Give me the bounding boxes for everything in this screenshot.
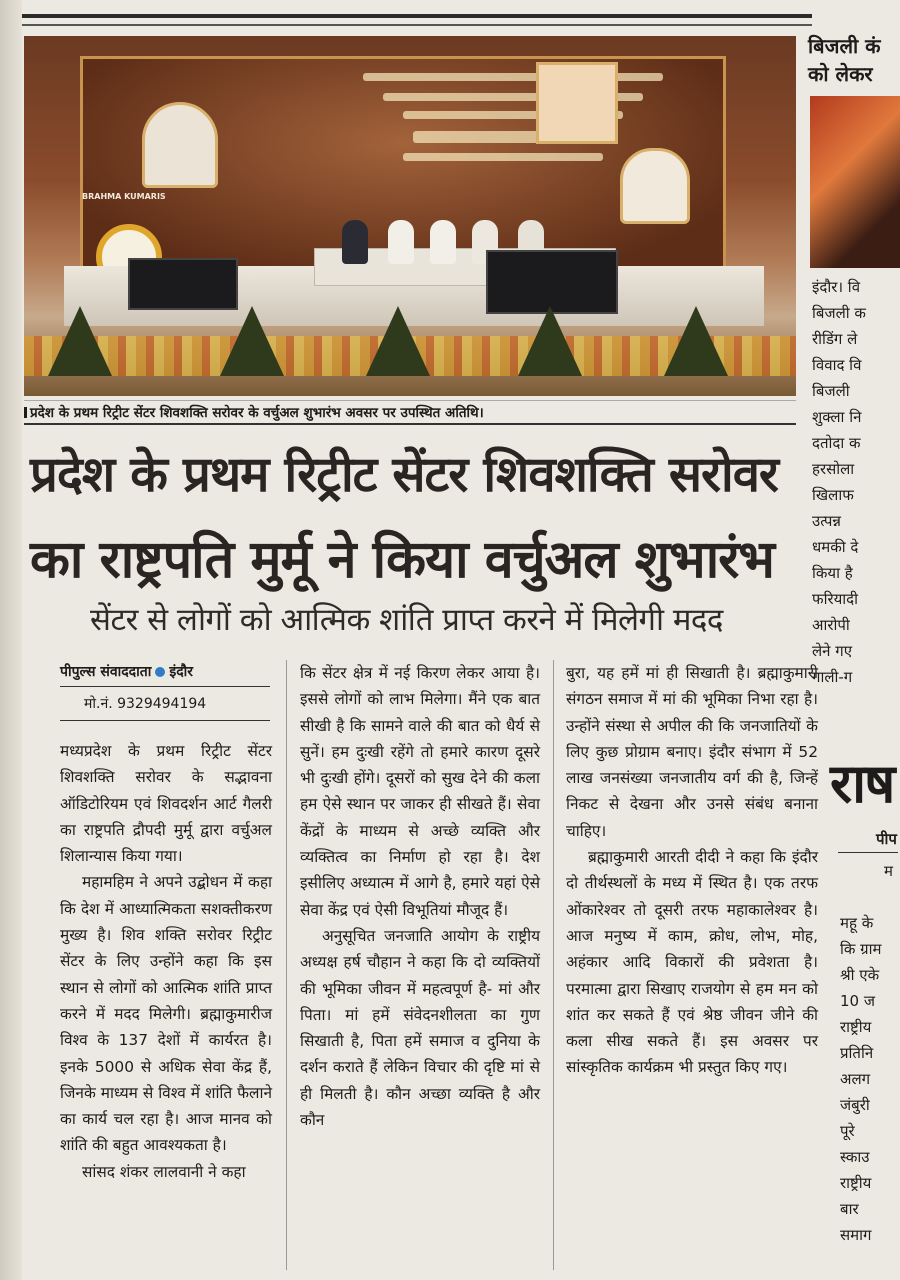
column-divider	[553, 660, 554, 1270]
plant	[48, 306, 112, 376]
speaker-right	[486, 250, 618, 314]
plant	[366, 306, 430, 376]
side-headline-2nd-story: राष	[830, 752, 894, 815]
paragraph: बुरा, यह हमें मां ही सिखाती है। ब्रह्माकुमारी संगठन समाज में मां की भूमिका निभा रहा है। उन्होंने संस्था से अपील की कि जनजातियों के लिए कुछ प्रोग्राम बनाए। इंदौर संभाग में 52 लाख जनसंख्या जनजातीय वर्ग की है, जिन्हें निकट से देखना और उनसे संबंध बनाना चाहिए।	[566, 664, 818, 840]
bullet-icon	[155, 667, 165, 677]
side-photo	[810, 96, 900, 268]
paragraph: मध्यप्रदेश के प्रथम रिट्रीट सेंटर शिवशक्ति सरोवर के सद्भावना ऑडिटोरियम एवं शिवदर्शन आर्ट गैलरी का राष्ट्रपति द्रौपदी मुर्मू द्वारा वर्चुअल शिलान्यास किया गया।	[60, 742, 272, 866]
plant	[518, 306, 582, 376]
headline-line-2: का राष्ट्रपति मुर्मू ने किया वर्चुअल शुभारंभ	[30, 530, 774, 590]
photo-caption: प्रदेश के प्रथम रिट्रीट सेंटर शिवशक्ति सरोवर के वर्चुअल शुभारंभ अवसर पर उपस्थित अतिथि।	[30, 405, 484, 421]
side-text-line: रीडिंग ले	[812, 330, 858, 348]
side-text-line: लेने गए	[812, 642, 853, 660]
speaker-left	[128, 258, 238, 310]
side-text-line: इंदौर। वि	[812, 278, 861, 296]
side-text-line: विवाद वि	[812, 356, 862, 374]
article-column-3	[566, 660, 818, 1081]
divider	[60, 720, 270, 721]
adjacent-story	[800, 26, 897, 1280]
article-column-2	[300, 660, 540, 1133]
side-headline-1: बिजली कं	[808, 34, 881, 58]
headline-line-1: प्रदेश के प्रथम रिट्रीट सेंटर शिवशक्ति सरोवर	[30, 446, 778, 503]
side-text-line: शुक्ला नि	[812, 408, 862, 426]
guest-figure	[430, 220, 456, 264]
byline-reporter: पीपुल्स संवाददाता	[60, 664, 152, 680]
side-text-line: गाली-ग	[812, 668, 853, 686]
paragraph: ब्रह्माकुमारी आरती दीदी ने कहा कि इंदौर दो तीर्थस्थलों के मध्य में स्थित है। एक तरफ ओंकारेश्वर तो दूसरी तरफ महाकालेश्वर है। आज मनुष्य में काम, क्रोध, लोभ, मोह, अहंकार आदि विकारों की प्रवेशता है। परमात्मा द्वारा सिखाए राजयोग से हम मन को शांत कर सकते हैं एवं श्रेष्ठ जीवन जीने की कला सीख सकते हैं। इस अवसर पर सांस्कृतिक कार्यक्रम भी प्रस्तुत किए गए।	[566, 848, 818, 1077]
side-text-line: महू के	[840, 914, 874, 932]
side-text-line: श्री एके	[840, 966, 880, 984]
side-text-line: पूरे	[840, 1122, 855, 1140]
side-text-line: फरियादी	[812, 590, 859, 608]
side-text-line: जंबुरी	[840, 1096, 870, 1114]
side-text-line: आरोपी	[812, 616, 850, 634]
side-text-line: राष्ट्रीय	[840, 1018, 872, 1036]
page-fold-shadow	[0, 0, 22, 1280]
side-headline-2: को लेकर	[808, 62, 873, 86]
paragraph: कि सेंटर क्षेत्र में नई किरण लेकर आया है। इससे लोगों को लाभ मिलेगा। मैंने एक बात सीखी है कि सामने वाले की बात को धैर्य से सुनें। हम दुःखी रहेंगे तो हमारे कारण दूसरे भी दुःखी होंगे। दूसरों को सुख देने की कला हम ऐसे स्थान पर जाकर ही सीखते हैं। सेवा केंद्रों के माध्यम से अच्छे व्यक्ति और व्यक्तित्व का निर्माण हो रहा है। देश इसीलिए अध्यात्म में आगे है, हमारे यहां ऐसे सेवा केंद्र एवं ऐसी विभूतियां मौजूद हैं।	[300, 664, 540, 919]
divider	[838, 852, 898, 853]
side-text-line: प्रतिनि	[840, 1044, 874, 1062]
side-text-line: धमकी दे	[812, 538, 859, 556]
side-text-line: 10 ज	[840, 992, 875, 1010]
divider	[60, 686, 270, 687]
side-text-line: दतोदा क	[812, 434, 861, 452]
guest-figure	[342, 220, 368, 264]
byline-city: इंदौर	[169, 664, 193, 680]
article-column-1	[60, 738, 272, 1185]
side-text-line: हरसोला	[812, 460, 855, 478]
top-rule-thin	[22, 24, 812, 26]
side-text-line: बार	[840, 1200, 859, 1218]
side-text-line: बिजली क	[812, 304, 866, 322]
portrait-right	[620, 148, 690, 224]
paragraph: महामहिम ने अपने उद्बोधन में कहा कि देश में आध्यात्मिकता सशक्तीकरण मुख्य है। शिव शक्ति सरोवर रिट्रीट सेंटर के लिए उन्होंने कहा कि इस स्थान से लोगों को आत्मिक शांति प्राप्त करने में मदद मिलेगी। ब्रह्माकुमारीज विश्व के 137 देशों में कार्यरत है। इनके 5000 से अधिक सेवा केंद्र हैं, जिनके माध्यम से विश्व में शांति फैलाने का कार्य चल रहा है। आज मानव को शांति की बहुत आवश्यकता है।	[60, 873, 272, 1155]
paragraph: सांसद शंकर लालवानी ने कहा	[82, 1162, 246, 1181]
top-rule	[22, 14, 812, 18]
side-text-line: कि ग्राम	[840, 940, 882, 958]
reporter-mobile: मो.नं. 9329494194	[84, 696, 207, 712]
photo-caption-bar	[24, 400, 796, 425]
side-text-line: स्काउ	[840, 1148, 870, 1166]
side-text-line: बिजली	[812, 382, 850, 400]
side-text-line: खिलाफ	[812, 486, 854, 504]
side-text-line: राष्ट्रीय	[840, 1174, 872, 1192]
side-byline-2: म	[884, 862, 893, 880]
plant	[220, 306, 284, 376]
guest-figure	[388, 220, 414, 264]
paragraph: अनुसूचित जनजाति आयोग के राष्ट्रीय अध्यक्ष हर्ष चौहान ने कहा कि दो व्यक्तियों की भूमिका जीवन में महत्वपूर्ण है- मां और पिता। मां हमें संवेदनशीलता का गुण सिखाती है, पिता हमें समाज व दुनिया के दर्शन कराते हैं लेकिन विचार की दृष्टि मां से ही मिलती है। कौन अच्छा व्यक्ति है और कौन	[300, 926, 540, 1130]
portrait-president	[536, 62, 618, 144]
backdrop-label: BRAHMA KUMARIS	[82, 192, 166, 201]
side-text-line: किया है	[812, 564, 853, 582]
subheadline: सेंटर से लोगों को आत्मिक शांति प्राप्त करने में मिलेगी मदद	[90, 602, 723, 638]
side-text-line: उत्पन्न	[812, 512, 841, 530]
side-byline: पीप	[876, 830, 897, 848]
column-divider	[286, 660, 287, 1270]
side-text-line: समाग	[840, 1226, 872, 1244]
portrait-left	[142, 102, 218, 188]
event-photo	[24, 36, 796, 396]
plant	[664, 306, 728, 376]
byline	[60, 662, 193, 681]
side-text-line: अलग	[840, 1070, 871, 1088]
